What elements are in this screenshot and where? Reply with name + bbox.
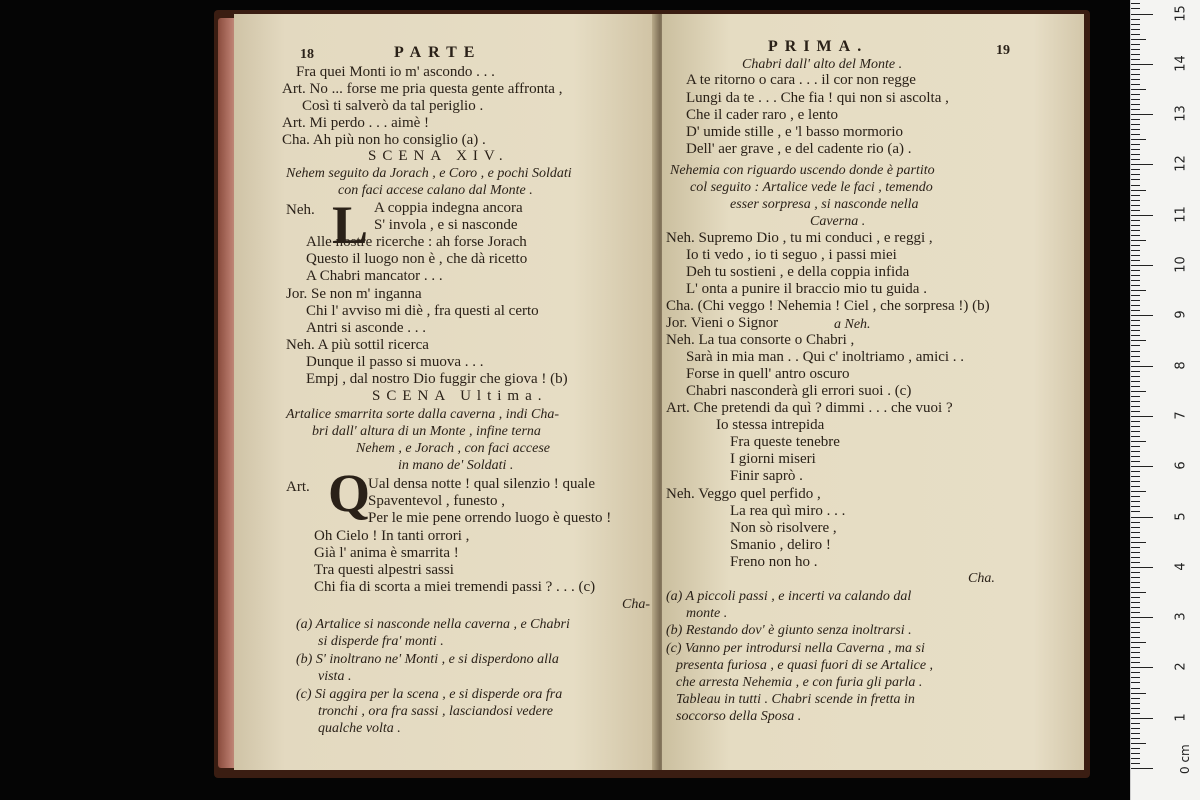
ruler-tick	[1131, 597, 1140, 598]
text-line: A coppia indegna ancora	[374, 200, 523, 216]
ruler-tick	[1131, 94, 1140, 95]
ruler-tick	[1131, 124, 1140, 125]
footnote: monte .	[686, 606, 728, 621]
ruler-tick	[1131, 537, 1140, 538]
text-line: Neh. La tua consorte o Chabri ,	[666, 332, 855, 348]
ruler-tick	[1131, 174, 1140, 175]
ruler-number: 2	[1173, 662, 1189, 672]
ruler-tick	[1131, 340, 1146, 341]
running-head: PARTE	[394, 44, 482, 61]
stage-direction: esser sorpresa , si nasconde nella	[730, 197, 919, 212]
ruler-tick	[1131, 159, 1140, 160]
measurement-ruler	[1130, 0, 1200, 800]
ruler-tick	[1131, 688, 1140, 689]
ruler-tick	[1131, 637, 1140, 638]
ruler-tick	[1131, 315, 1153, 316]
ruler-tick	[1131, 149, 1140, 150]
ruler-tick	[1131, 436, 1140, 437]
ruler-tick	[1131, 693, 1146, 694]
ruler-tick	[1131, 164, 1153, 165]
ruler-tick	[1131, 547, 1140, 548]
ruler-tick	[1131, 240, 1146, 241]
ruler-tick	[1131, 682, 1140, 683]
ruler-tick	[1131, 763, 1140, 764]
text-line: Cha. (Chi veggo ! Nehemia ! Ciel , che sorpresa !) (b)	[666, 298, 990, 314]
ruler-tick	[1131, 426, 1140, 427]
text-line: Finir saprò .	[730, 468, 803, 484]
ruler-tick	[1131, 527, 1140, 528]
ruler-tick	[1131, 431, 1140, 432]
text-line: Io stessa intrepida	[716, 417, 825, 433]
ruler-tick	[1131, 607, 1140, 608]
text-line: S' invola , e si nasconde	[374, 217, 518, 233]
text-line: Lungi da te . . . Che fia ! qui non si ascolta ,	[686, 90, 949, 106]
ruler-tick	[1131, 401, 1140, 402]
ruler-tick	[1131, 39, 1146, 40]
ruler-tick	[1131, 200, 1140, 201]
text-line: Fra quei Monti io m' ascondo . . .	[296, 64, 495, 80]
speaker-label: Neh.	[286, 202, 315, 218]
stage-direction: Chabri dall' alto del Monte .	[742, 57, 903, 72]
text-line: Jor. Vieni o Signor	[666, 315, 779, 331]
text-line: L' onta a punire il braccio mio tu guida .	[686, 281, 927, 297]
ruler-tick	[1131, 235, 1140, 236]
ruler-tick	[1131, 371, 1140, 372]
ruler-tick	[1131, 728, 1140, 729]
ruler-tick	[1131, 511, 1140, 512]
text-line: Jor. Se non m' inganna	[286, 286, 422, 302]
ruler-tick	[1131, 652, 1140, 653]
stage-direction: Caverna .	[810, 214, 866, 229]
ruler-tick	[1131, 632, 1140, 633]
ruler-tick	[1131, 657, 1140, 658]
ruler-tick	[1131, 386, 1140, 387]
ruler-tick	[1131, 506, 1140, 507]
ruler-tick	[1131, 19, 1140, 20]
text-line: Dunque il passo si muova . . .	[306, 354, 484, 370]
text-line: Empj , dal nostro Dio fuggir che giova ! (b)	[306, 371, 568, 387]
ruler-tick	[1131, 129, 1140, 130]
ruler-tick	[1131, 602, 1140, 603]
ruler-tick	[1131, 345, 1140, 346]
page-number: 19	[996, 43, 1010, 58]
text-line: Alle nostre ricerche : ah forse Jorach	[306, 234, 527, 250]
footnote: soccorso della Sposa .	[676, 709, 802, 724]
scene-heading: SCENA XIV.	[368, 148, 509, 164]
catchword: Cha.	[968, 571, 995, 586]
text-line: Cha. Ah più non ho consiglio (a) .	[282, 132, 486, 148]
ruler-tick	[1131, 84, 1140, 85]
ruler-tick	[1131, 481, 1140, 482]
text-line: Così ti salverò da tal periglio .	[302, 98, 484, 114]
ruler-tick	[1131, 672, 1140, 673]
text-line: Che il cader raro , e lento	[686, 107, 839, 123]
ruler-tick	[1131, 486, 1140, 487]
text-line: Ual densa notte ! qual silenzio ! quale	[368, 476, 596, 492]
right-page	[662, 14, 1084, 770]
scene-heading: SCENA Ultima.	[372, 388, 548, 404]
stage-direction: in mano de' Soldati .	[398, 458, 514, 473]
ruler-tick	[1131, 753, 1140, 754]
ruler-tick	[1131, 119, 1140, 120]
ruler-tick	[1131, 260, 1140, 261]
ruler-number: 8	[1173, 360, 1189, 370]
ruler-tick	[1131, 109, 1140, 110]
ruler-tick	[1131, 205, 1140, 206]
ruler-tick	[1131, 134, 1140, 135]
ruler-tick	[1131, 582, 1140, 583]
ruler-tick	[1131, 300, 1140, 301]
ruler-tick	[1131, 74, 1140, 75]
ruler-tick	[1131, 461, 1140, 462]
ruler-tick	[1131, 733, 1140, 734]
ruler-number: 12	[1173, 155, 1189, 173]
ruler-number: 6	[1173, 461, 1189, 470]
ruler-tick	[1131, 391, 1146, 392]
ruler-tick	[1131, 522, 1140, 523]
ruler-tick	[1131, 456, 1140, 457]
ruler-tick	[1131, 114, 1153, 115]
ruler-tick	[1131, 3, 1140, 4]
ruler-tick	[1131, 190, 1146, 191]
ruler-number: 14	[1173, 55, 1189, 72]
ruler-tick	[1131, 366, 1153, 367]
ruler-tick	[1131, 320, 1140, 321]
ruler-tick	[1131, 361, 1140, 362]
text-line: Fra queste tenebre	[730, 434, 840, 450]
ruler-tick	[1131, 99, 1140, 100]
ruler-tick	[1131, 381, 1140, 382]
text-line: Neh. Veggo quel perfido ,	[666, 486, 821, 502]
ruler-tick	[1131, 501, 1140, 502]
ruler-tick	[1131, 310, 1140, 311]
ruler-tick	[1131, 245, 1140, 246]
footnote: che arresta Nehemia , e con furia gli parla .	[676, 675, 923, 690]
ruler-tick	[1131, 144, 1140, 145]
stage-direction: Nehem , e Jorach , con faci accese	[356, 441, 550, 456]
text-line: Spaventevol , funesto ,	[368, 493, 506, 509]
text-line: Oh Cielo ! In tanti orrori ,	[314, 528, 470, 544]
ruler-tick	[1131, 64, 1153, 65]
page-number: 18	[300, 47, 314, 62]
footnote: (b) S' inoltrano ne' Monti , e si disperdono alla	[296, 652, 559, 667]
text-line: Per le mie pene orrendo luogo è questo !	[368, 510, 612, 526]
text-line: A te ritorno o cara . . . il cor non regge	[686, 72, 916, 88]
ruler-tick	[1131, 466, 1153, 467]
ruler-tick	[1131, 290, 1146, 291]
ruler-tick	[1131, 29, 1140, 30]
ruler-tick	[1131, 270, 1140, 271]
text-line: Neh. Supremo Dio , tu mi conduci , e reggi ,	[666, 230, 933, 246]
ruler-tick	[1131, 24, 1140, 25]
text-line: Tra questi alpestri sassi	[314, 562, 454, 578]
footnote: presenta furiosa , e quasi fuori di se Artalice ,	[676, 658, 934, 673]
stage-direction: a Neh.	[834, 317, 871, 332]
ruler-tick	[1131, 104, 1140, 105]
ruler-tick	[1131, 169, 1140, 170]
ruler-number: 10	[1173, 256, 1189, 273]
text-line: Io ti vedo , io ti seguo , i passi miei	[686, 247, 897, 263]
ruler-tick	[1131, 280, 1140, 281]
ruler-tick	[1131, 396, 1140, 397]
ruler-tick	[1131, 255, 1140, 256]
ruler-tick	[1131, 723, 1140, 724]
ruler-number: 4	[1173, 562, 1189, 571]
ruler-tick	[1131, 587, 1140, 588]
catchword: Cha-	[622, 597, 650, 612]
ruler-tick	[1131, 421, 1140, 422]
ruler-tick	[1131, 44, 1140, 45]
ruler-tick	[1131, 154, 1140, 155]
ruler-tick	[1131, 517, 1153, 518]
footnote: (c) Vanno per introdursi nella Caverna , ma si	[666, 641, 925, 656]
ruler-tick	[1131, 411, 1140, 412]
text-line: Già l' anima è smarrita !	[314, 545, 459, 561]
ruler-tick	[1131, 758, 1140, 759]
text-line: Forse in quell' antro oscuro	[686, 366, 850, 382]
ruler-tick	[1131, 703, 1140, 704]
stage-direction: Artalice smarrita sorte dalla caverna , indi Cha-	[286, 407, 559, 422]
footnote: (a) A piccoli passi , e incerti va calando dal	[666, 589, 912, 604]
ruler-tick	[1131, 250, 1140, 251]
ruler-tick	[1131, 451, 1140, 452]
ruler-tick	[1131, 215, 1153, 216]
speaker-label: Art.	[286, 479, 310, 495]
running-head: PRIMA.	[768, 38, 869, 55]
ruler-tick	[1131, 542, 1146, 543]
ruler-tick	[1131, 471, 1140, 472]
ruler-tick	[1131, 567, 1153, 568]
ruler-tick	[1131, 14, 1153, 15]
text-line: Art. Mi perdo . . . aimè !	[282, 115, 430, 131]
ruler-tick	[1131, 416, 1153, 417]
ruler-tick	[1131, 627, 1140, 628]
ruler-tick	[1131, 491, 1146, 492]
stage-direction: Nehem seguito da Jorach , e Coro , e pochi Soldati	[286, 166, 572, 181]
text-line: Art. Che pretendi da quì ? dimmi . . . che vuoi ?	[666, 400, 953, 416]
ruler-tick	[1131, 617, 1153, 618]
text-line: Antri si asconde . . .	[306, 320, 426, 336]
footnote: si disperde fra' monti .	[318, 634, 444, 649]
ruler-tick	[1131, 476, 1140, 477]
footnote: (a) Artalice si nasconde nella caverna , e Chabri	[296, 617, 570, 632]
ruler-tick	[1131, 748, 1140, 749]
ruler-tick	[1131, 622, 1140, 623]
ruler-tick	[1131, 662, 1140, 663]
text-line: D' umide stille , e 'l basso mormorio	[686, 124, 904, 140]
ruler-tick	[1131, 230, 1140, 231]
text-line: Smanio , deliro !	[730, 537, 831, 553]
ruler-tick	[1131, 532, 1140, 533]
ruler-tick	[1131, 562, 1140, 563]
ruler-tick	[1131, 69, 1140, 70]
left-page	[234, 14, 658, 770]
ruler-tick	[1131, 285, 1140, 286]
ruler-tick	[1131, 642, 1146, 643]
ruler-tick	[1131, 79, 1140, 80]
ruler-tick	[1131, 330, 1140, 331]
stage-direction: con faci accese calano dal Monte .	[338, 183, 533, 198]
ruler-tick	[1131, 718, 1153, 719]
ruler-tick	[1131, 592, 1146, 593]
ruler-tick	[1131, 612, 1140, 613]
ruler-tick	[1131, 34, 1140, 35]
ruler-tick	[1131, 577, 1140, 578]
footnote: Tableau in tutti . Chabri scende in fretta in	[676, 692, 915, 707]
text-line: Neh. A più sottil ricerca	[286, 337, 429, 353]
text-line: Non sò risolvere ,	[730, 520, 837, 536]
ruler-number: 1	[1173, 713, 1189, 722]
ruler-tick	[1131, 698, 1140, 699]
drop-cap: Q	[328, 463, 371, 523]
ruler-number: 9	[1173, 310, 1189, 319]
text-line: I giorni miseri	[730, 451, 816, 467]
ruler-tick	[1131, 179, 1140, 180]
stage-direction: col seguito : Artalice vede le faci , temendo	[690, 180, 933, 195]
ruler-tick	[1131, 59, 1140, 60]
ruler-tick	[1131, 496, 1140, 497]
ruler-tick	[1131, 677, 1140, 678]
ruler-number: 7	[1173, 411, 1189, 420]
ruler-tick	[1131, 335, 1140, 336]
ruler-tick	[1131, 54, 1140, 55]
ruler-tick	[1131, 295, 1140, 296]
ruler-tick	[1131, 743, 1146, 744]
text-line: Sarà in mia man . . Qui c' inoltriamo , amici . .	[686, 349, 965, 365]
text-line: Art. No ... forse me pria questa gente affronta ,	[282, 81, 563, 97]
ruler-tick	[1131, 89, 1146, 90]
ruler-tick	[1131, 210, 1140, 211]
footnote: (b) Restando dov' è giunto senza inoltrarsi .	[666, 623, 912, 638]
ruler-tick	[1131, 275, 1140, 276]
text-line: La rea quì miro . . .	[730, 503, 846, 519]
footnote: qualche volta .	[318, 721, 401, 736]
text-line: Chabri nasconderà gli errori suoi . (c)	[686, 383, 912, 399]
text-line: Dell' aer grave , e del cadente rio (a) .	[686, 141, 912, 157]
ruler-tick	[1131, 557, 1140, 558]
ruler-unit-label: 0 cm	[1178, 744, 1192, 774]
text-line: A Chabri mancator . . .	[306, 268, 443, 284]
ruler-tick	[1131, 708, 1140, 709]
ruler-number: 5	[1173, 511, 1189, 521]
ruler-tick	[1131, 647, 1140, 648]
ruler-tick	[1131, 325, 1140, 326]
ruler-tick	[1131, 552, 1140, 553]
ruler-tick	[1131, 305, 1140, 306]
ruler-tick	[1131, 406, 1140, 407]
footnote: tronchi , ora fra sassi , lasciandosi vedere	[318, 704, 554, 719]
ruler-tick	[1131, 441, 1146, 442]
stage-direction: Nehemia con riguardo uscendo donde è partito	[670, 163, 935, 178]
ruler-tick	[1131, 446, 1140, 447]
ruler-tick	[1131, 768, 1153, 769]
footnote: (c) Si aggira per la scena , e si disperde ora fra	[296, 687, 563, 702]
ruler-number: 11	[1173, 205, 1189, 223]
footnote: vista .	[318, 669, 352, 684]
text-line: Questo il luogo non è , che dà ricetto	[306, 251, 528, 267]
ruler-tick	[1131, 356, 1140, 357]
ruler-number: 13	[1173, 105, 1189, 122]
ruler-tick	[1131, 49, 1140, 50]
stage-direction: bri dall' altura di un Monte , infine terna	[312, 424, 541, 439]
ruler-tick	[1131, 8, 1140, 9]
text-line: Chi l' avviso mi diè , fra questi al certo	[306, 303, 539, 319]
ruler-tick	[1131, 351, 1140, 352]
text-line: Chi fia di scorta a miei tremendi passi ? . . . (c)	[314, 579, 596, 595]
ruler-number: 3	[1173, 612, 1189, 621]
ruler-tick	[1131, 667, 1153, 668]
ruler-tick	[1131, 195, 1140, 196]
ruler-tick	[1131, 225, 1140, 226]
text-line: Freno non ho .	[730, 554, 818, 570]
ruler-tick	[1131, 376, 1140, 377]
ruler-tick	[1131, 139, 1146, 140]
drop-cap: L	[332, 195, 369, 255]
ruler-tick	[1131, 738, 1140, 739]
ruler-tick	[1131, 713, 1140, 714]
ruler-tick	[1131, 265, 1153, 266]
ruler-number: 15	[1173, 4, 1189, 22]
text-line: Deh tu sostieni , e della coppia infida	[686, 264, 910, 280]
ruler-tick	[1131, 185, 1140, 186]
ruler-tick	[1131, 220, 1140, 221]
ruler-tick	[1131, 572, 1140, 573]
